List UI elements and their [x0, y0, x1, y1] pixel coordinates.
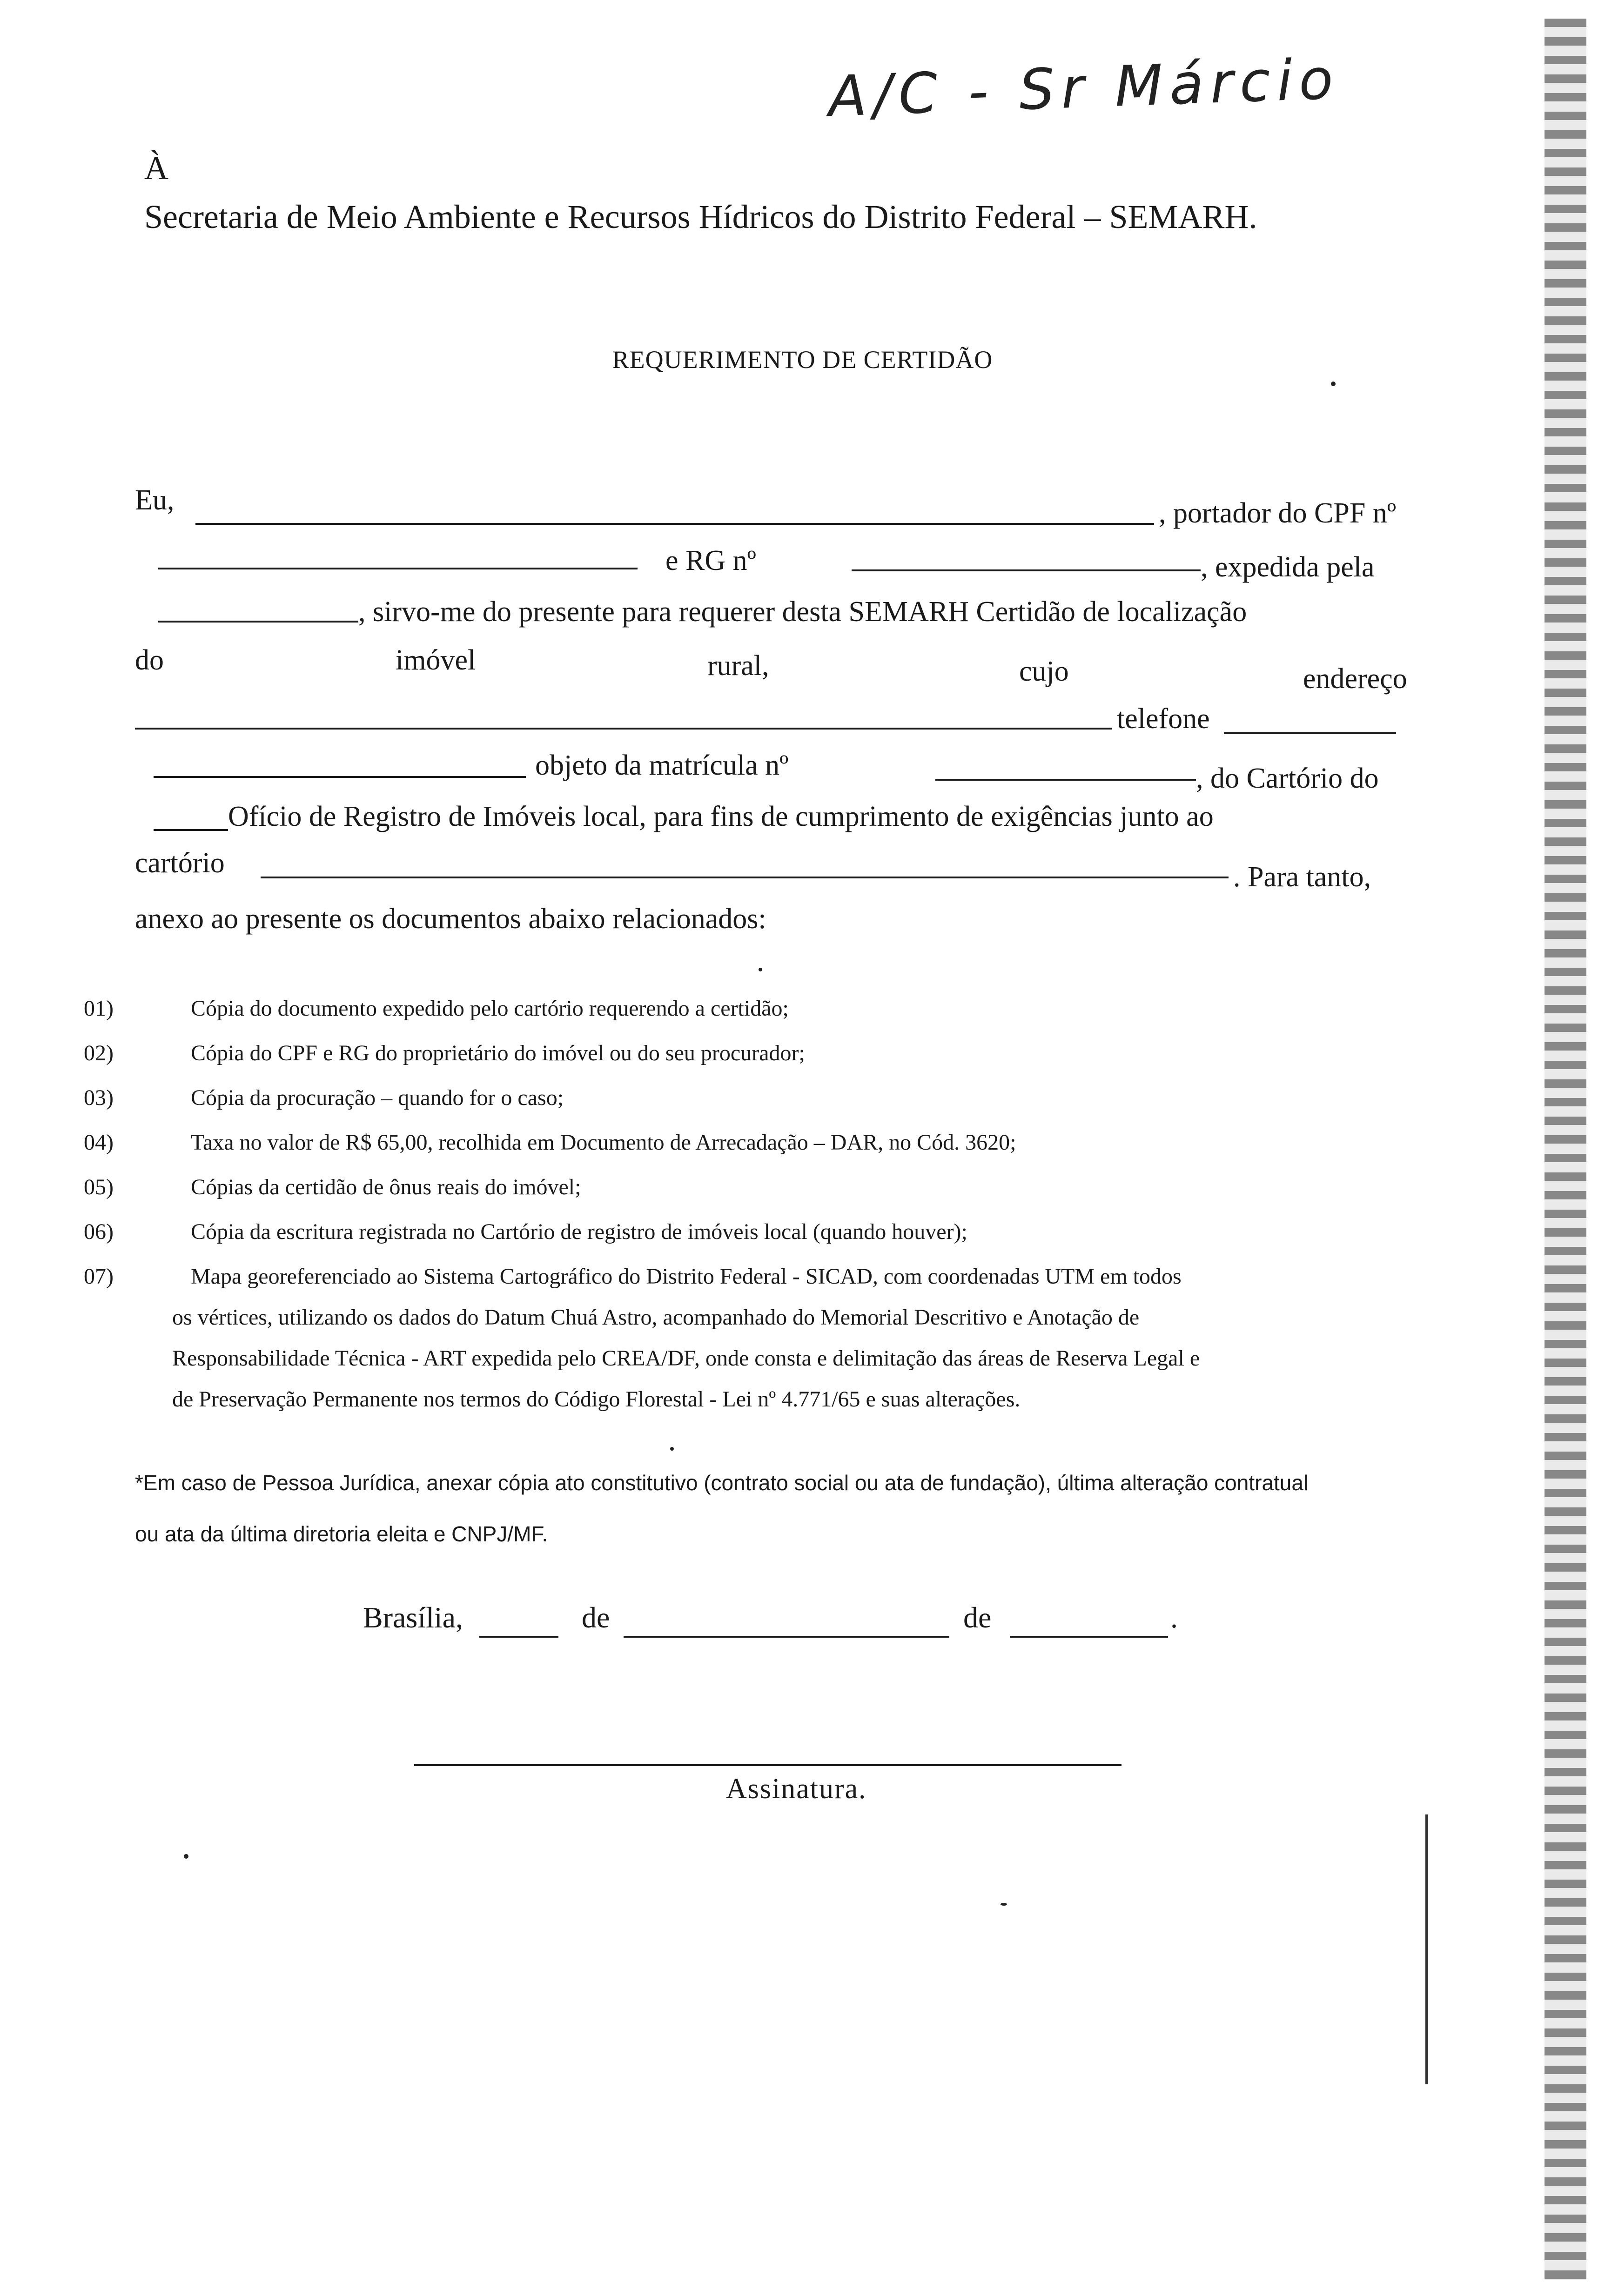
label-telefone: telefone	[1117, 703, 1210, 735]
label-imovel: imóvel	[396, 644, 476, 676]
label-cartorio: cartório	[135, 847, 225, 879]
label-expedida: , expedida pela	[1201, 551, 1375, 583]
label-para-tanto: . Para tanto,	[1233, 861, 1371, 893]
blank-month[interactable]	[624, 1636, 949, 1638]
blank-day[interactable]	[479, 1636, 558, 1638]
scan-speck	[184, 1854, 188, 1859]
label-eu: Eu,	[135, 484, 175, 516]
list-item-number: 03)	[84, 1085, 114, 1110]
blank-matricula[interactable]	[935, 779, 1196, 781]
blank-year[interactable]	[1010, 1636, 1168, 1638]
scan-speck	[759, 968, 762, 971]
label-rural: rural,	[707, 650, 769, 682]
blank-objeto[interactable]	[154, 776, 526, 778]
scan-speck	[670, 1447, 674, 1451]
legal-entity-note-line-2: ou ata da última diretoria eleita e CNPJ/MF.	[135, 1522, 548, 1546]
label-do-cartorio: , do Cartório do	[1196, 763, 1379, 794]
list-item-number: 01)	[84, 996, 114, 1021]
blank-endereco[interactable]	[135, 728, 1112, 730]
list-item-text: Taxa no valor de R$ 65,00, recolhida em Documento de Arrecadação – DAR, no Cód. 3620;	[191, 1130, 1016, 1155]
date-line	[363, 1600, 1201, 1642]
list-item-text: os vértices, utilizando os dados do Datum Chuá Astro, acompanhado do Memorial Descritivo e Anotação de	[172, 1305, 1140, 1330]
blank-rg[interactable]	[852, 569, 1201, 571]
list-item-text: Responsabilidade Técnica - ART expedida pelo CREA/DF, onde consta e delimitação das áreas de Reserva Legal e	[172, 1346, 1200, 1371]
handwritten-annotation: A/C - Sr Márcio	[827, 47, 1341, 130]
label-cujo: cujo	[1019, 656, 1069, 687]
signature-line[interactable]	[414, 1764, 1121, 1766]
list-item-text: Mapa georeferenciado ao Sistema Cartográfico do Distrito Federal - SICAD, com coordenadas UTM em todos	[191, 1264, 1182, 1289]
blank-telefone[interactable]	[1224, 732, 1396, 734]
list-item-text: Cópia da procuração – quando for o caso;	[191, 1085, 564, 1110]
label-oficio: Ofício de Registro de Imóveis local, para fins de cumprimento de exigências junto ao	[228, 801, 1214, 832]
legal-entity-note-line-1: *Em caso de Pessoa Jurídica, anexar cópia ato constitutivo (contrato social ou ata de fundação), última alteração contratual	[135, 1471, 1309, 1495]
document-title: REQUERIMENTO DE CERTIDÃO	[612, 346, 993, 374]
blank-cpf[interactable]	[158, 568, 638, 569]
blank-name[interactable]	[195, 523, 1154, 525]
list-item-number: 06)	[84, 1219, 114, 1244]
label-do: do	[135, 644, 164, 676]
list-item-number: 07)	[84, 1264, 114, 1289]
list-item-number: 05)	[84, 1175, 114, 1199]
list-item-number: 04)	[84, 1130, 114, 1155]
blank-expedidor[interactable]	[158, 621, 358, 623]
list-item-text: Cópia do CPF e RG do proprietário do imóvel ou do seu procurador;	[191, 1041, 805, 1065]
addressee-prefix: À	[144, 149, 168, 187]
list-item-text: de Preservação Permanente nos termos do Código Florestal - Lei nº 4.771/65 e suas alterações.	[172, 1387, 1021, 1412]
scan-speck	[1001, 1903, 1007, 1906]
date-de-2: de	[963, 1601, 992, 1634]
list-item-number: 02)	[84, 1041, 114, 1065]
scan-line-artifact	[1425, 1814, 1428, 2084]
list-item-text: Cópia do documento expedido pelo cartório requerendo a certidão;	[191, 996, 789, 1021]
blank-oficio-num[interactable]	[154, 829, 228, 831]
label-objeto-matricula: objeto da matrícula nº	[535, 750, 789, 781]
date-end: .	[1170, 1601, 1178, 1634]
scan-edge-artifact	[1545, 19, 1586, 2280]
label-portador-cpf: , portador do CPF nº	[1159, 497, 1397, 529]
addressee-name: Secretaria de Meio Ambiente e Recursos Hídricos do Distrito Federal – SEMARH.	[144, 198, 1257, 235]
scan-speck	[1331, 382, 1336, 386]
label-endereco: endereço	[1303, 663, 1407, 695]
label-sirvo: , sirvo-me do presente para requerer desta SEMARH Certidão de localização	[358, 596, 1247, 628]
label-anexo: anexo ao presente os documentos abaixo relacionados:	[135, 903, 766, 935]
blank-cartorio[interactable]	[261, 877, 1229, 878]
signature-label: Assinatura.	[726, 1773, 867, 1805]
list-item-text: Cópias da certidão de ônus reais do imóvel;	[191, 1175, 581, 1199]
date-de-1: de	[582, 1601, 610, 1634]
date-city: Brasília,	[363, 1601, 463, 1634]
label-rg: e RG nº	[665, 545, 756, 576]
list-item-text: Cópia da escritura registrada no Cartório de registro de imóveis local (quando houver);	[191, 1219, 967, 1244]
